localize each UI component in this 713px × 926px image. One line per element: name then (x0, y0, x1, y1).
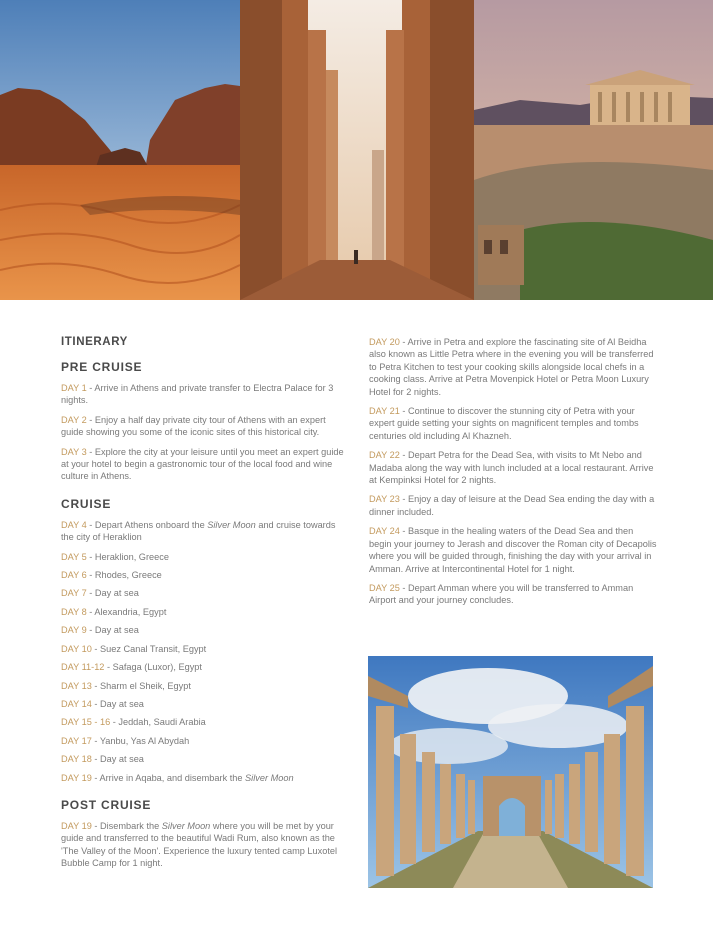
entry-text: - Enjoy a half day private city tour of Athens with an expert guide showing you some of the iconic sites of this historical city. (61, 414, 326, 438)
itinerary-left-column (61, 336, 344, 884)
entry-text: - Depart Amman where you will be transferred to Amman Airport and your journey concludes. (369, 582, 634, 606)
entry-text: - Day at sea (86, 588, 139, 599)
entry-text: - Disembark the (91, 820, 162, 831)
entry-text: - Heraklion, Greece (86, 551, 169, 562)
day-label: DAY 7 (61, 588, 87, 599)
day-label: DAY 1 (61, 383, 87, 393)
entry-text: - Suez Canal Transit, Egypt (91, 643, 207, 654)
day-label: DAY 2 (61, 414, 87, 425)
entry-text: - Jeddah, Saudi Arabia (110, 717, 206, 728)
entry-text: - Depart Athens onboard the (86, 519, 208, 530)
day-label: DAY 17 (61, 735, 92, 746)
itinerary-entry (369, 449, 657, 486)
temple-columns-photo (240, 0, 474, 300)
pre-cruise-heading: PRE CRUISE (61, 360, 143, 374)
acropolis-photo (474, 0, 713, 300)
itinerary-entry (61, 643, 344, 655)
post-cruise-heading: POST CRUISE (61, 797, 152, 812)
itinerary-entry (61, 716, 344, 728)
itinerary-entry (61, 551, 344, 563)
itinerary-entry (61, 820, 344, 870)
entry-text: where you will be met by your guide and transferred to the beautiful Wadi Rum, also known as the 'The Valley of the Moon'. Experience the luxury tented camp Luxotel Bubble Camp for 1 night. (61, 820, 338, 869)
itinerary-entry (61, 606, 344, 618)
day-label: DAY 19 (61, 772, 92, 783)
entry-text: - Explore the city at your leisure until you meet an expert guide at your hotel to begin a gastronomic tour of the local food and wine culture in Athens. (61, 446, 344, 482)
cruise-section (61, 497, 344, 784)
itinerary-entry (61, 680, 344, 692)
itinerary-entry (61, 753, 344, 765)
cruise-heading: CRUISE (61, 496, 112, 511)
day-label: DAY 5 (61, 551, 87, 562)
entry-text: - Arrive in Athens and private transfer to Electra Palace for 3 nights. (61, 383, 334, 406)
ship-name: Silver Moon (207, 519, 256, 530)
entry-text: - Arrive in Aqaba, and disembark the (91, 772, 246, 783)
itinerary-entry (61, 519, 344, 544)
day-label: DAY 20 (369, 337, 400, 347)
day-label: DAY 23 (369, 494, 400, 505)
day-label: DAY 22 (369, 450, 400, 461)
day-label: DAY 4 (61, 519, 87, 530)
day-label: DAY 10 (61, 643, 92, 654)
itinerary-right-column (369, 336, 657, 614)
day-label: DAY 6 (61, 570, 87, 581)
day-label: DAY 14 (61, 698, 92, 709)
itinerary-entry (61, 772, 344, 784)
day-label: DAY 25 (369, 582, 400, 593)
entry-text: and cruise towards the city of Heraklion (61, 519, 336, 543)
itinerary-entry (61, 587, 344, 599)
entry-text: - Alexandria, Egypt (86, 606, 167, 617)
day-label: DAY 11-12 (61, 662, 105, 673)
post-cruise-section (61, 798, 344, 870)
itinerary-entry (61, 698, 344, 710)
itinerary-entry (61, 382, 344, 407)
ship-name: Silver Moon (161, 820, 211, 831)
entry-text: - Day at sea (86, 625, 139, 636)
itinerary-entry (369, 582, 657, 607)
itinerary-entry (61, 624, 344, 636)
day-label: DAY 19 (61, 820, 92, 831)
day-label: DAY 9 (61, 625, 87, 636)
day-label: DAY 8 (61, 606, 87, 617)
itinerary-entry (369, 493, 657, 518)
entry-text: - Continue to discover the stunning city of Petra with your expert guide setting your sights on magnificent temples and tombs centuries old including Al Khazneh. (369, 406, 639, 441)
itinerary-entry (61, 446, 344, 483)
entry-text: - Safaga (Luxor), Egypt (104, 662, 202, 673)
itinerary-heading: ITINERARY (61, 336, 128, 348)
day-label: DAY 21 (369, 406, 400, 417)
entry-text: - Day at sea (91, 698, 144, 709)
itinerary-entry (369, 405, 657, 442)
entry-text: - Enjoy a day of leisure at the Dead Sea ending the day with a dinner included. (369, 494, 655, 517)
entry-text: - Basque in the healing waters of the Dead Sea and then begin your journey to Jerash and discover the Roman city of Decapolis where you will be guided through, finishing the day with your arrival in Amman. Arrive at Intercontinental Hotel for 1 night. (369, 526, 657, 574)
jerash-colonnade-photo (368, 656, 653, 888)
entry-text: - Sharm el Sheik, Egypt (91, 680, 191, 691)
hero-banner (0, 0, 713, 300)
itinerary-entry (369, 525, 657, 575)
itinerary-entry (369, 336, 657, 398)
entry-text: - Arrive in Petra and explore the fascinating site of Al Beidha also known as Little Petra where in the evening you will be transferred to Petra Kitchen to test your cooking skills alongside local chefs in a cooking class. Arrive at Petra Movenpick Hotel or Petra Moon Luxury Hotel for 2 nights. (369, 337, 654, 397)
itinerary-entry (61, 414, 344, 439)
day-label: DAY 15 - 16 (61, 717, 111, 728)
day-label: DAY 13 (61, 680, 92, 691)
itinerary-entry (61, 569, 344, 581)
day-label: DAY 24 (369, 526, 400, 537)
day-label: DAY 3 (61, 446, 87, 457)
entry-text: - Rhodes, Greece (86, 570, 162, 581)
day-label: DAY 18 (61, 754, 92, 765)
entry-text: - Depart Petra for the Dead Sea, with visits to Mt Nebo and Madaba along the way with lunch included at a local restaurant. Arrive at Kempinksi Hotel for 2 nights. (369, 450, 654, 486)
entry-text: - Yanbu, Yas Al Abydah (91, 735, 190, 746)
entry-text: - Day at sea (91, 754, 144, 765)
itinerary-entry (61, 735, 344, 747)
desert-photo (0, 0, 240, 300)
itinerary-entry (61, 661, 344, 673)
pre-cruise-section (61, 360, 344, 483)
ship-name: Silver Moon (245, 772, 294, 783)
